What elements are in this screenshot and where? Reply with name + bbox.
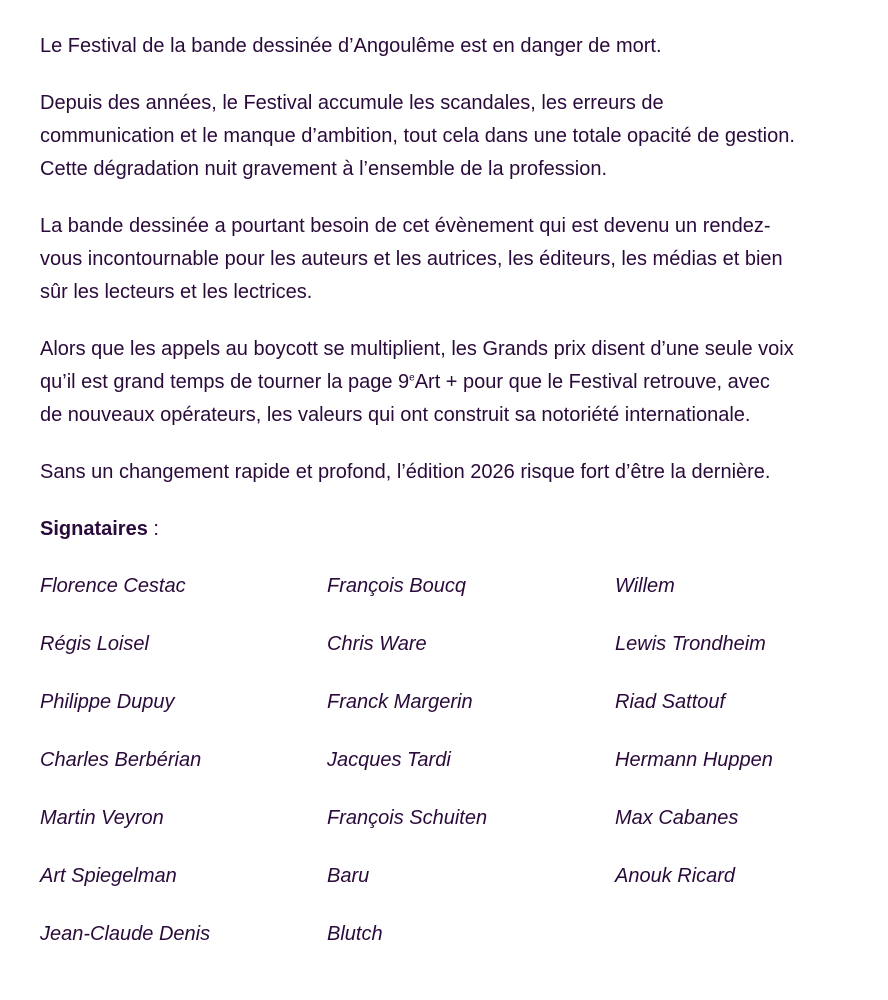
paragraph-scandals-line-2: communication et le manque d’ambition, tout cela dans une totale opacité de gestion. xyxy=(40,125,795,147)
paragraph-boycott-line-3: de nouveaux opérateurs, les valeurs qui ont construit sa notoriété internationale. xyxy=(40,404,751,426)
paragraph-need xyxy=(40,210,860,309)
paragraph-danger xyxy=(40,30,860,63)
superscript-e: e xyxy=(409,372,415,384)
signatory-name: Florence Cestac xyxy=(40,575,186,597)
signatory-name: Régis Loisel xyxy=(40,633,149,655)
paragraph-need-line-3: sûr les lecteurs et les lectrices. xyxy=(40,281,313,303)
signatory-name: Franck Margerin xyxy=(327,691,473,713)
paragraph-boycott xyxy=(40,333,860,432)
paragraph-boycott-line-1: Alors que les appels au boycott se multiplient, les Grands prix disent d’une seule voix xyxy=(40,338,794,360)
signatory-name: François Schuiten xyxy=(327,807,488,829)
signatory-name: Max Cabanes xyxy=(615,807,739,829)
signatories-heading-colon: : xyxy=(147,518,159,540)
signatory-name: Jacques Tardi xyxy=(327,749,451,771)
signatory-name: Baru xyxy=(327,865,370,887)
paragraph-boycott-line-2a: qu’il est grand temps de tourner la page 9 xyxy=(40,371,410,393)
signatory-name: Lewis Trondheim xyxy=(615,633,766,655)
signatory-name: Art Spiegelman xyxy=(40,865,177,887)
signatories-heading xyxy=(40,513,860,546)
signatory-name: Philippe Dupuy xyxy=(40,691,175,713)
signatory-name: Charles Berbérian xyxy=(40,749,202,771)
signatory-name: Riad Sattouf xyxy=(615,691,726,713)
signatory-name: Willem xyxy=(615,575,675,597)
paragraph-need-line-2: vous incontournable pour les auteurs et les autrices, les éditeurs, les médias et bien xyxy=(40,248,783,270)
signatories-grid xyxy=(40,570,860,976)
paragraph-danger-text: Le Festival de la bande dessinée d’Angoulême est en danger de mort. xyxy=(40,35,662,57)
paragraph-boycott-line-2b: Art + pour que le Festival retrouve, avec xyxy=(414,371,770,393)
statement-document xyxy=(40,30,860,976)
signatories-heading-label: Signataires xyxy=(40,518,148,540)
signatory-name: Blutch xyxy=(327,923,383,945)
signatory-name: Jean-Claude Denis xyxy=(40,923,211,945)
paragraph-need-line-1: La bande dessinée a pourtant besoin de cet évènement qui est devenu un rendez- xyxy=(40,215,771,237)
signatory-name: Martin Veyron xyxy=(40,807,164,829)
paragraph-scandals-line-1: Depuis des années, le Festival accumule les scandales, les erreurs de xyxy=(40,92,664,114)
signatory-name: Chris Ware xyxy=(327,633,427,655)
signatory-name: François Boucq xyxy=(327,575,466,597)
paragraph-scandals xyxy=(40,87,860,186)
paragraph-conclusion xyxy=(40,456,860,489)
paragraph-scandals-line-3: Cette dégradation nuit gravement à l’ensemble de la profession. xyxy=(40,158,608,180)
signatory-name: Anouk Ricard xyxy=(615,865,736,887)
paragraph-conclusion-text: Sans un changement rapide et profond, l’édition 2026 risque fort d’être la dernière. xyxy=(40,461,771,483)
signatory-name: Hermann Huppen xyxy=(615,749,773,771)
